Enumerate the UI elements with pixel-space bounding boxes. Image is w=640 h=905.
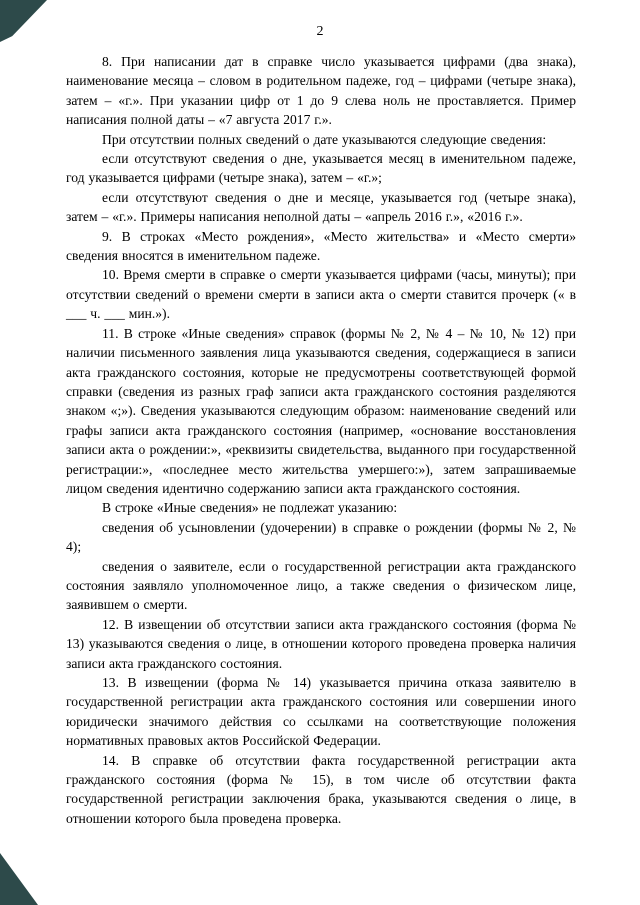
paragraph: 12. В извещении об отсутствии записи акта гражданского состояния (форма № 13) указываются сведения о лице, в отношении которого проведена проверка наличия записи акта гражданского состояния. [66,616,576,671]
paragraph: если отсутствуют сведения о дне и месяце, указывается год (четыре знака), затем – «г.». Примеры написания неполной даты – «апрель 2016 г.», «2016 г.». [66,189,576,225]
torn-corner-bottom-left-icon [0,853,38,905]
paragraph: если отсутствуют сведения о дне, указывается месяц в именительном падеже, год указывается цифрами (четыре знака), затем – «г.»; [66,151,576,186]
paragraph: 10. Время смерти в справке о смерти указывается цифрами (часы, минуты); при отсутствии сведений о времени смерти в записи акта о смерти ставится прочерк (« в ___ ч. ___ мин.»). [66,267,576,322]
paragraph: 8. При написании дат в справке число указывается цифрами (два знака), наименование месяца – словом в родительном падеже, год – цифрами (четыре знака), затем – «г.». При указании цифр от 1 до 9 слева ноль не проставляется. Пример написания полной даты – «7 августа 2017 г.». [66,54,576,128]
paragraph: 11. В строке «Иные сведения» справок (формы № 2, № 4 – № 10, № 12) при наличии письменного заявления лица указываются сведения, содержащиеся в записи акта гражданского состояния, которые не предусмотрены соответствующей формой справки (сведения из разных граф записи акта гражданского состояния разделяются знаком «;»). Сведения указываются следующим образом: наименование сведений или графы записи акта гражданского состояния (например, «основание восстановления записи акта о рождении:», «реквизиты свидетельства, выданного при государственной регистрации:», «последнее место жительства умершего:»), затем запрашиваемые лицом сведения идентично содержанию записи акта гражданского состояния. [66,325,576,496]
paragraph: 13. В извещении (форма № 14) указывается причина отказа заявителю в государственной регистрации акта гражданского состояния или совершении иного юридически значимого действия со ссылками на соответствующие положения нормативных правовых актов Российской Федерации. [66,675,576,749]
document-body [66,52,576,828]
paragraph: 9. В строках «Место рождения», «Место жительства» и «Место смерти» сведения вносятся в именительном падеже. [66,228,576,264]
page-number: 2 [316,24,324,39]
paragraph: сведения о заявителе, если о государственной регистрации акта гражданского состояния заявляло уполномоченное лицо, а также сведения о физическом лице, заявившем о смерти. [66,558,576,613]
paragraph: 14. В справке об отсутствии факта государственной регистрации акта гражданского состояния (форма № 15), в том числе об отсутствии факта государственной регистрации заключения брака, указываются сведения о лице, в отношении которого была проведена проверка. [66,752,576,826]
paragraph: сведения об усыновлении (удочерении) в справке о рождении (формы № 2, № 4); [66,519,576,555]
paragraph: В строке «Иные сведения» не подлежат указанию: [102,500,398,516]
paragraph: При отсутствии полных сведений о дате указываются следующие сведения: [102,131,547,147]
